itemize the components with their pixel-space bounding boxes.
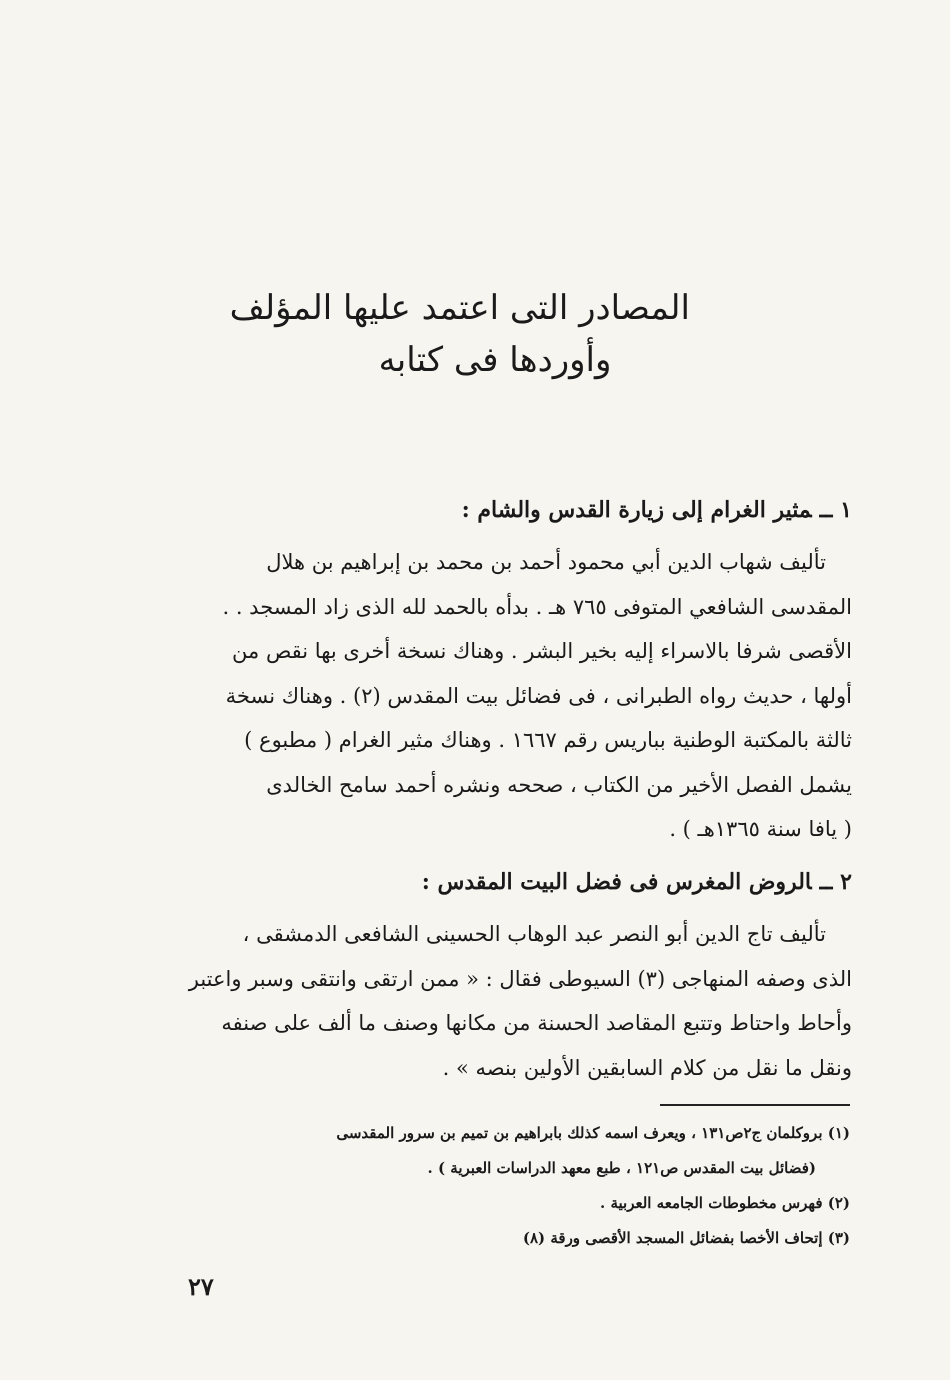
section-1-body (185, 540, 852, 852)
title-line-1: المصادر التى اعتمد عليها المؤلف (229, 288, 690, 328)
section-title: الروض المغرس فى فضل البيت المقدس : (421, 869, 812, 895)
paragraph-line: ثالثة بالمكتبة الوطنية بباريس رقم ١٦٦٧ . وهناك مثير الغرام ( مطبوع ) (244, 728, 852, 752)
footnote-1: (١) بروكلمان ج٢ص١٣١ ، ويعرف اسمه كذلك بابراهيم بن تميم بن سرور المقدسى (336, 1124, 850, 1142)
title-line-2: وأوردها فى كتابه (378, 340, 612, 380)
paragraph-line: تأليف تاج الدين أبو النصر عبد الوهاب الحسينى الشافعى الدمشقى ، (242, 922, 826, 946)
footnote-2: (٢) فهرس مخطوطات الجامعه العربية . (600, 1194, 850, 1212)
paragraph-line: أولها ، حديث رواه الطبرانى ، فى فضائل بيت المقدس (٢) . وهناك نسخة (225, 683, 852, 708)
paragraph-line: الذى وصفه المنهاجى (٣) السيوطى فقال : « ممن ارتقى وانتقى وسبر واعتبر (188, 966, 852, 991)
paragraph-line: المقدسى الشافعي المتوفى ٧٦٥ هـ . بدأه بالحمد لله الذى زاد المسجد . . (222, 594, 852, 619)
page-title (229, 282, 690, 386)
footnotes (250, 1116, 850, 1256)
footnote-divider (660, 1104, 850, 1106)
paragraph-line: ونقل ما نقل من كلام السابقين الأولين بنصه » . (442, 1055, 852, 1080)
footnote-3: (٣) إتحاف الأخصا بفضائل المسجد الأقصى ورقة (٨) (522, 1229, 850, 1247)
paragraph-line: يشمل الفصل الأخير من الكتاب ، صححه ونشره أحمد سامح الخالدى (266, 772, 852, 797)
section-number: ١ ــ (819, 497, 852, 523)
paragraph-line: الأقصى شرفا بالاسراء إليه بخير البشر . وهناك نسخة أخرى بها نقص من (232, 639, 852, 663)
section-title: مثير الغرام إلى زيارة القدس والشام : (461, 497, 812, 523)
section-2-body (185, 912, 852, 1090)
paragraph-line: تأليف شهاب الدين أبي محمود أحمد بن محمد بن إبراهيم بن هلال (266, 550, 826, 574)
paragraph-line: وأحاط واحتاط وتتبع المقاصد الحسنة من مكانها وصنف ما ألف على صنفه (221, 1011, 852, 1035)
page-number: ٢٧ (188, 1272, 214, 1301)
paragraph-line: ( يافا سنة ١٣٦٥هـ ) . (669, 817, 852, 841)
section-2-heading (190, 862, 852, 902)
footnote-1-continued: (فضائل بيت المقدس ص١٢١ ، طبع معهد الدراسات العبرية ) . (427, 1159, 816, 1177)
section-1-heading (190, 490, 852, 530)
section-number: ٢ ــ (819, 869, 852, 895)
